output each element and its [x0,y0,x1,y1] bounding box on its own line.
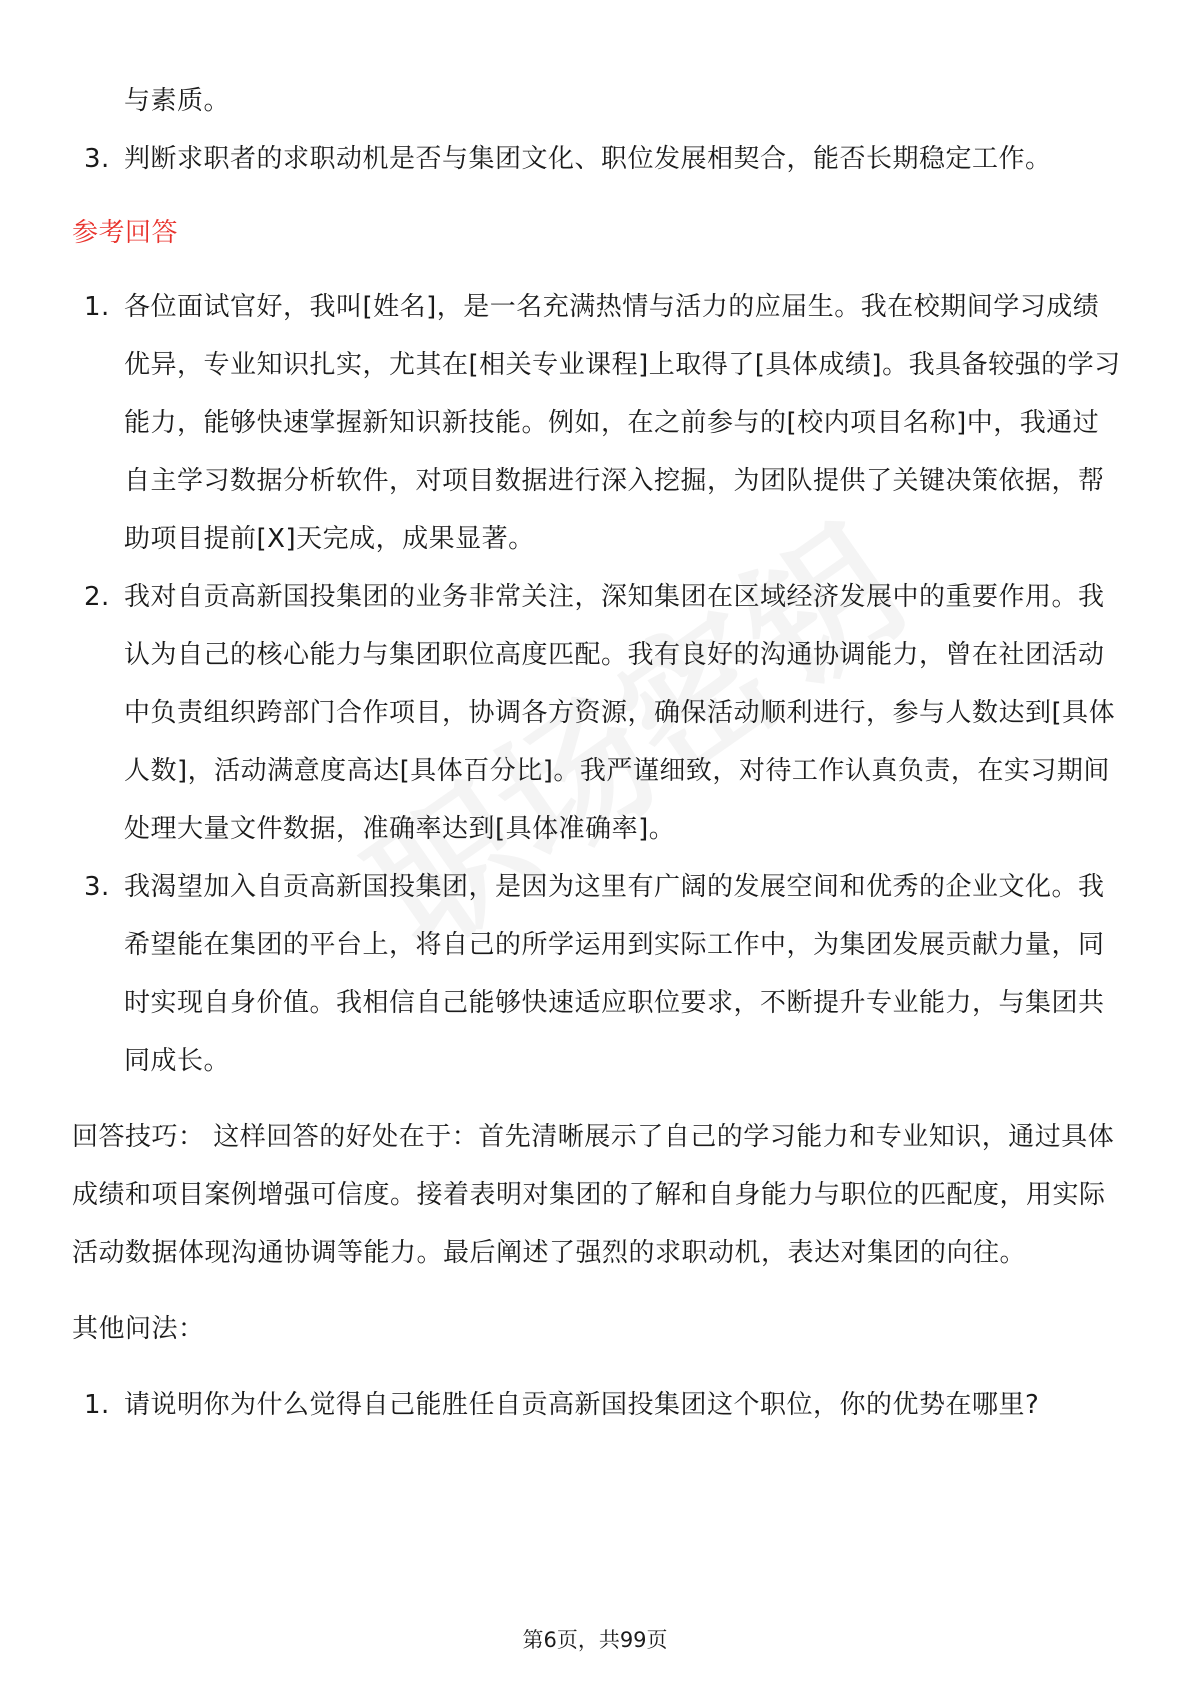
list-number: 3. [84,144,110,174]
list-number: 1. [84,292,110,322]
list-item-text: 判断求职者的求职动机是否与集团文化、职位发展相契合，能否长期稳定工作。 [124,144,1052,174]
other-question-item-1 [72,1376,1122,1434]
list-item-text: 各位面试官好，我叫[姓名]，是一名充满热情与活力的应届生。我在校期间学习成绩优异，专业知识扎实，尤其在[相关专业课程]上取得了[具体成绩]。我具备较强的学习能力，能够快速掌握新知识新技能。例如，在之前参与的[校内项目名称]中，我通过自主学习数据分析软件，对项目数据进行深入挖掘，为团队提供了关键决策依据，帮助项目提前[X]天完成，成果显著。 [124,292,1121,554]
answer-tips-paragraph: 回答技巧： 这样回答的好处在于：首先清晰展示了自己的学习能力和专业知识，通过具体成绩和项目案例增强可信度。接着表明对集团的了解和自身能力与职位的匹配度，用实际活动数据体现沟通协调等能力。最后阐述了强烈的求职动机，表达对集团的向往。 [72,1122,1115,1268]
answer-item-1 [72,278,1122,568]
reference-answer-heading: 参考回答 [72,218,179,248]
answer-item-2 [72,568,1122,858]
list-item-text: 我渴望加入自贡高新国投集团，是因为这里有广阔的发展空间和优秀的企业文化。我希望能在集团的平台上，将自己的所学运用到实际工作中，为集团发展贡献力量，同时实现自身价值。我相信自己能够快速适应职位要求，不断提升专业能力，与集团共同成长。 [124,872,1105,1076]
list-item-text: 我对自贡高新国投集团的业务非常关注，深知集团在区域经济发展中的重要作用。我认为自己的核心能力与集团职位高度匹配。我有良好的沟通协调能力，曾在社团活动中负责组织跨部门合作项目，协调各方资源，确保活动顺利进行，参与人数达到[具体人数]，活动满意度高达[具体百分比]。我严谨细致，对待工作认真负责，在实习期间处理大量文件数据，准确率达到[具体准确率]。 [124,582,1116,844]
list-number: 3. [84,872,110,902]
page-number-footer: 第6页，共99页 [522,1628,668,1652]
page-content [72,72,1122,1434]
list-number: 2. [84,582,110,612]
other-questions-heading: 其他问法： [72,1314,205,1344]
previous-item-continuation: 与素质。 [124,86,231,116]
list-number: 1. [84,1390,110,1420]
criteria-list [72,130,1122,188]
criteria-item-3 [72,130,1122,188]
other-questions-list [72,1376,1122,1434]
list-item-text: 请说明你为什么觉得自己能胜任自贡高新国投集团这个职位，你的优势在哪里? [124,1390,1040,1420]
answer-item-3 [72,858,1122,1090]
answer-list [72,278,1122,1090]
